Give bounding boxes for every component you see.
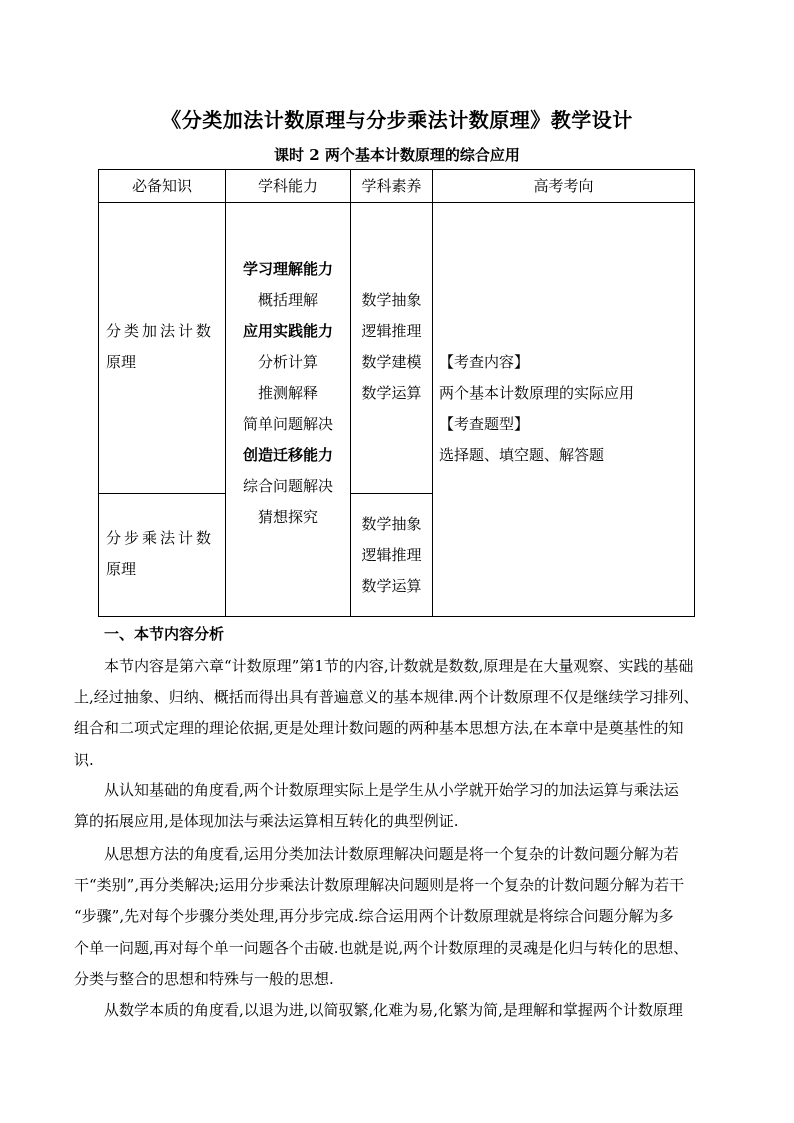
header-knowledge: 必备知识 bbox=[131, 177, 192, 195]
exam-item: 【考查内容】 bbox=[439, 353, 530, 371]
literacy-list-bottom bbox=[351, 509, 432, 602]
knowledge-table bbox=[98, 169, 695, 617]
exam-list bbox=[439, 347, 689, 471]
exam-item: 选择题、填空题、解答题 bbox=[439, 446, 605, 464]
header-exam: 高考考向 bbox=[533, 177, 594, 195]
literacy-item: 数学建模 bbox=[361, 353, 422, 371]
section-heading: 一、本节内容分析 bbox=[104, 625, 225, 643]
header-literacy: 学科素养 bbox=[361, 177, 422, 195]
ability-item: 猜想探究 bbox=[257, 508, 318, 526]
ability-item: 分析计算 bbox=[257, 353, 318, 371]
table-header-divider bbox=[99, 202, 694, 203]
table-col-divider bbox=[432, 170, 433, 616]
ability-item: 概括理解 bbox=[257, 291, 318, 309]
paragraph: 从思想方法的角度看,运用分类加法计数原理解决问题是将一个复杂的计数问题分解为若 干“类别”,再分类解决;运用分步乘法计数原理解决问题则是将一个复杂的计数问题分解为若干 “步骤”,先对每个步骤分类处理,再分步完成.综合运用两个计数原理就是将综合问题分解为多 个单一问题,再对每个单一问题各个击破.也就是说,两个计数原理的灵魂是化归与转化的思想、 分类与整合的思想和特殊与一般的思想. bbox=[74, 845, 689, 988]
ability-item: 简单问题解决 bbox=[242, 415, 333, 433]
literacy-item: 数学运算 bbox=[361, 384, 422, 402]
literacy-item: 逻辑推理 bbox=[361, 546, 422, 564]
ability-item: 应用实践能力 bbox=[242, 322, 333, 340]
literacy-list-top bbox=[351, 285, 432, 409]
knowledge-item: 分类加法计数 原理 bbox=[106, 322, 215, 371]
paragraph: 从认知基础的角度看,两个计数原理实际上是学生从小学就开始学习的加法运算与乘法运 算的拓展应用,是体现加法与乘法运算相互转化的典型例证. bbox=[74, 781, 679, 831]
paragraph: 本节内容是第六章“计数原理”第1节的内容,计数就是数数,原理是在大量观察、实践的基础 上,经过抽象、归纳、概括而得出具有普遍意义的基本规律.两个计数原理不仅是继续学习排列、 组合和二项式定理的理论依据,更是处理计数问题的两种基本思想方法,在本章中是奠基性的知 识. bbox=[74, 657, 699, 769]
literacy-item: 逻辑推理 bbox=[361, 322, 422, 340]
ability-item: 综合问题解决 bbox=[242, 477, 333, 495]
exam-item: 【考查题型】 bbox=[439, 415, 530, 433]
exam-item: 两个基本计数原理的实际应用 bbox=[439, 384, 635, 402]
literacy-item: 数学抽象 bbox=[361, 291, 422, 309]
paragraph: 从数学本质的角度看,以退为进,以简驭繁,化难为易,化繁为简,是理解和掌握两个计数原理 bbox=[104, 1001, 683, 1019]
ability-item: 创造迁移能力 bbox=[242, 446, 333, 464]
literacy-item: 数学运算 bbox=[361, 577, 422, 595]
literacy-item: 数学抽象 bbox=[361, 515, 422, 533]
ability-item: 推测解释 bbox=[257, 384, 318, 402]
table-row-divider bbox=[99, 493, 226, 494]
ability-list bbox=[226, 254, 350, 533]
table-row-divider bbox=[351, 493, 433, 494]
header-ability: 学科能力 bbox=[257, 177, 318, 195]
ability-item: 学习理解能力 bbox=[242, 260, 333, 278]
document-title: 《分类加法计数原理与分步乘法计数原理》教学设计 bbox=[161, 108, 633, 132]
document-subtitle: 课时 2 两个基本计数原理的综合应用 bbox=[274, 146, 520, 164]
knowledge-item: 分步乘法计数 原理 bbox=[106, 529, 215, 578]
